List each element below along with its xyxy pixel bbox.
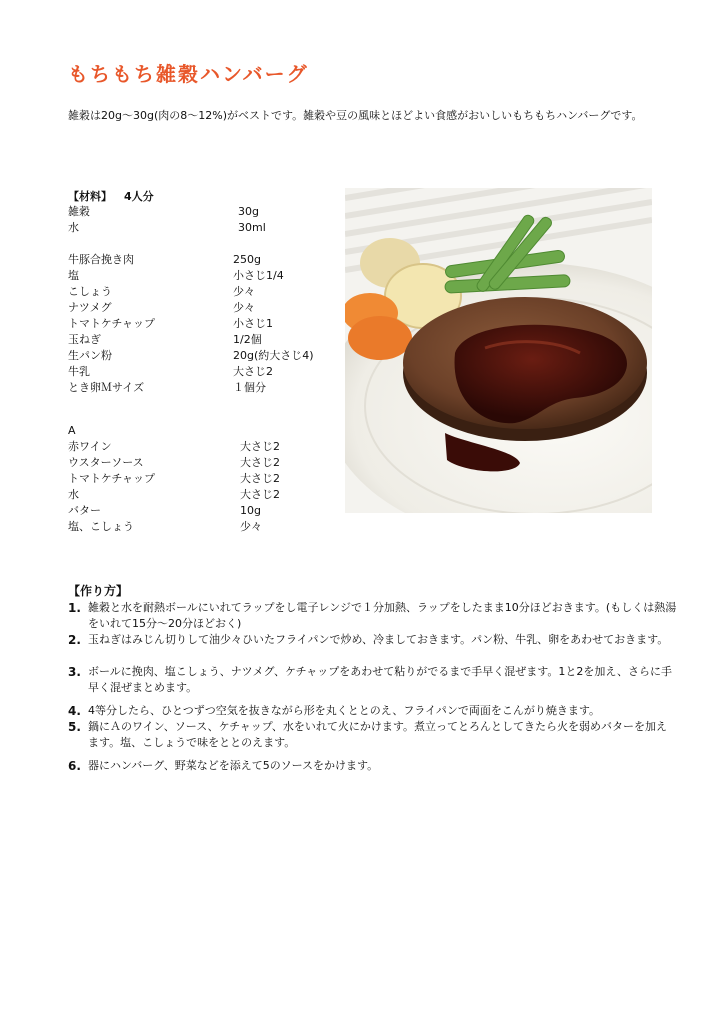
ingredient-amount: 30g [238, 205, 259, 218]
step-number: 2. [68, 633, 81, 647]
sauce-ingredient-row [68, 519, 348, 535]
recipe-intro: 雑穀は20g～30g(肉の8～12%)がベストです。雑穀や豆の風味とほどよい食感がおいしいもちもちハンバーグです。 [68, 109, 643, 122]
ingredient-amount: 小さじ1/4 [233, 269, 284, 282]
method-step [68, 600, 678, 632]
step-text: ボールに挽肉、塩こしょう、ナツメグ、ケチャップをあわせて粘りがでるまで手早く混ぜます。1と2を加え、さらに手早く混ぜまとめます。 [88, 665, 673, 694]
step-text: 鍋にＡのワイン、ソース、ケチャップ、水をいれて火にかけます。煮立ってとろんとしてきたら火を弱めバターを加えます。塩、こしょうで味をととのえます。 [88, 720, 668, 749]
ingredient-row [68, 220, 348, 236]
step-text: 4等分したら、ひとつずつ空気を抜きながら形を丸くととのえ、フライパンで両面をこんがり焼きます。 [88, 704, 601, 717]
ingredient-row [68, 252, 348, 268]
ingredient-name: 水 [68, 488, 79, 501]
method-step [68, 719, 678, 751]
ingredient-amount: 少々 [233, 285, 255, 298]
ingredient-amount: 大さじ2 [233, 365, 273, 378]
sauce-ingredient-row [68, 471, 348, 487]
step-text: 玉ねぎはみじん切りして油少々ひいたフライパンで炒め、冷ましておきます。パン粉、牛乳、卵をあわせておきます。 [88, 633, 669, 646]
ingredient-name: 玉ねぎ [68, 333, 101, 346]
sauce-ingredient-row [68, 439, 348, 455]
ingredient-name: 水 [68, 221, 79, 234]
ingredient-amount: 少々 [240, 520, 262, 533]
sauce-label: A [68, 424, 76, 437]
ingredient-name: 塩 [68, 269, 79, 282]
ingredient-name: こしょう [68, 285, 112, 298]
ingredient-row [68, 348, 348, 364]
step-number: 1. [68, 601, 81, 615]
ingredient-row [68, 268, 348, 284]
ingredient-row [68, 204, 348, 220]
ingredient-amount: 大さじ2 [240, 472, 280, 485]
ingredient-name: 塩、こしょう [68, 520, 134, 533]
ingredient-name: 雑穀 [68, 205, 90, 218]
ingredient-amount: 1/2個 [233, 333, 262, 346]
ingredient-amount: 大さじ2 [240, 440, 280, 453]
method-step [68, 758, 678, 774]
ingredient-name: バター [68, 504, 101, 517]
ingredient-name: トマトケチャップ [68, 317, 156, 330]
ingredient-name: ナツメグ [68, 301, 112, 314]
sauce-ingredient-row [68, 503, 348, 519]
ingredient-row [68, 284, 348, 300]
recipe-title: もちもち雑穀ハンバーグ [68, 62, 309, 86]
ingredient-amount: 小さじ1 [233, 317, 273, 330]
ingredient-row [68, 332, 348, 348]
ingredient-amount: 大さじ2 [240, 488, 280, 501]
servings-label: 4人分 [124, 190, 154, 203]
sauce-ingredient-row [68, 455, 348, 471]
ingredient-amount: １個分 [233, 381, 266, 394]
step-text: 雑穀と水を耐熱ボールにいれてラップをし電子レンジで１分加熱、ラップをしたまま10分ほどおきます。(もしくは熱湯をいれて15分～20分ほどおく) [88, 601, 677, 630]
ingredient-row [68, 316, 348, 332]
ingredient-name: トマトケチャップ [68, 472, 156, 485]
sauce-ingredient-row [68, 487, 348, 503]
ingredient-row [68, 364, 348, 380]
ingredient-amount: 30ml [238, 221, 266, 234]
ingredient-name: 牛豚合挽き肉 [68, 253, 134, 266]
method-header: 【作り方】 [68, 584, 129, 598]
method-step [68, 632, 678, 648]
ingredient-amount: 大さじ2 [240, 456, 280, 469]
step-number: 3. [68, 665, 81, 679]
method-step [68, 664, 678, 696]
ingredients-header [68, 188, 154, 204]
step-text: 器にハンバーグ、野菜などを添えて5のソースをかけます。 [88, 759, 379, 772]
ingredient-name: 赤ワイン [68, 440, 112, 453]
ingredient-name: 牛乳 [68, 365, 90, 378]
hamburger-photo [345, 188, 652, 513]
step-number: 4. [68, 704, 81, 718]
ingredient-amount: 250g [233, 253, 261, 266]
ingredient-amount: 少々 [233, 301, 255, 314]
ingredient-name: ウスターソース [68, 456, 144, 469]
ingredient-row [68, 380, 348, 396]
ingredients-label: 【材料】 [68, 190, 112, 203]
ingredient-name: 生パン粉 [68, 349, 112, 362]
ingredient-row [68, 300, 348, 316]
ingredient-amount: 20g(約大さじ4) [233, 349, 314, 362]
step-number: 5. [68, 720, 81, 734]
method-step [68, 703, 678, 719]
ingredient-name: とき卵Ｍサイズ [68, 381, 145, 394]
ingredient-amount: 10g [240, 504, 261, 517]
step-number: 6. [68, 759, 81, 773]
